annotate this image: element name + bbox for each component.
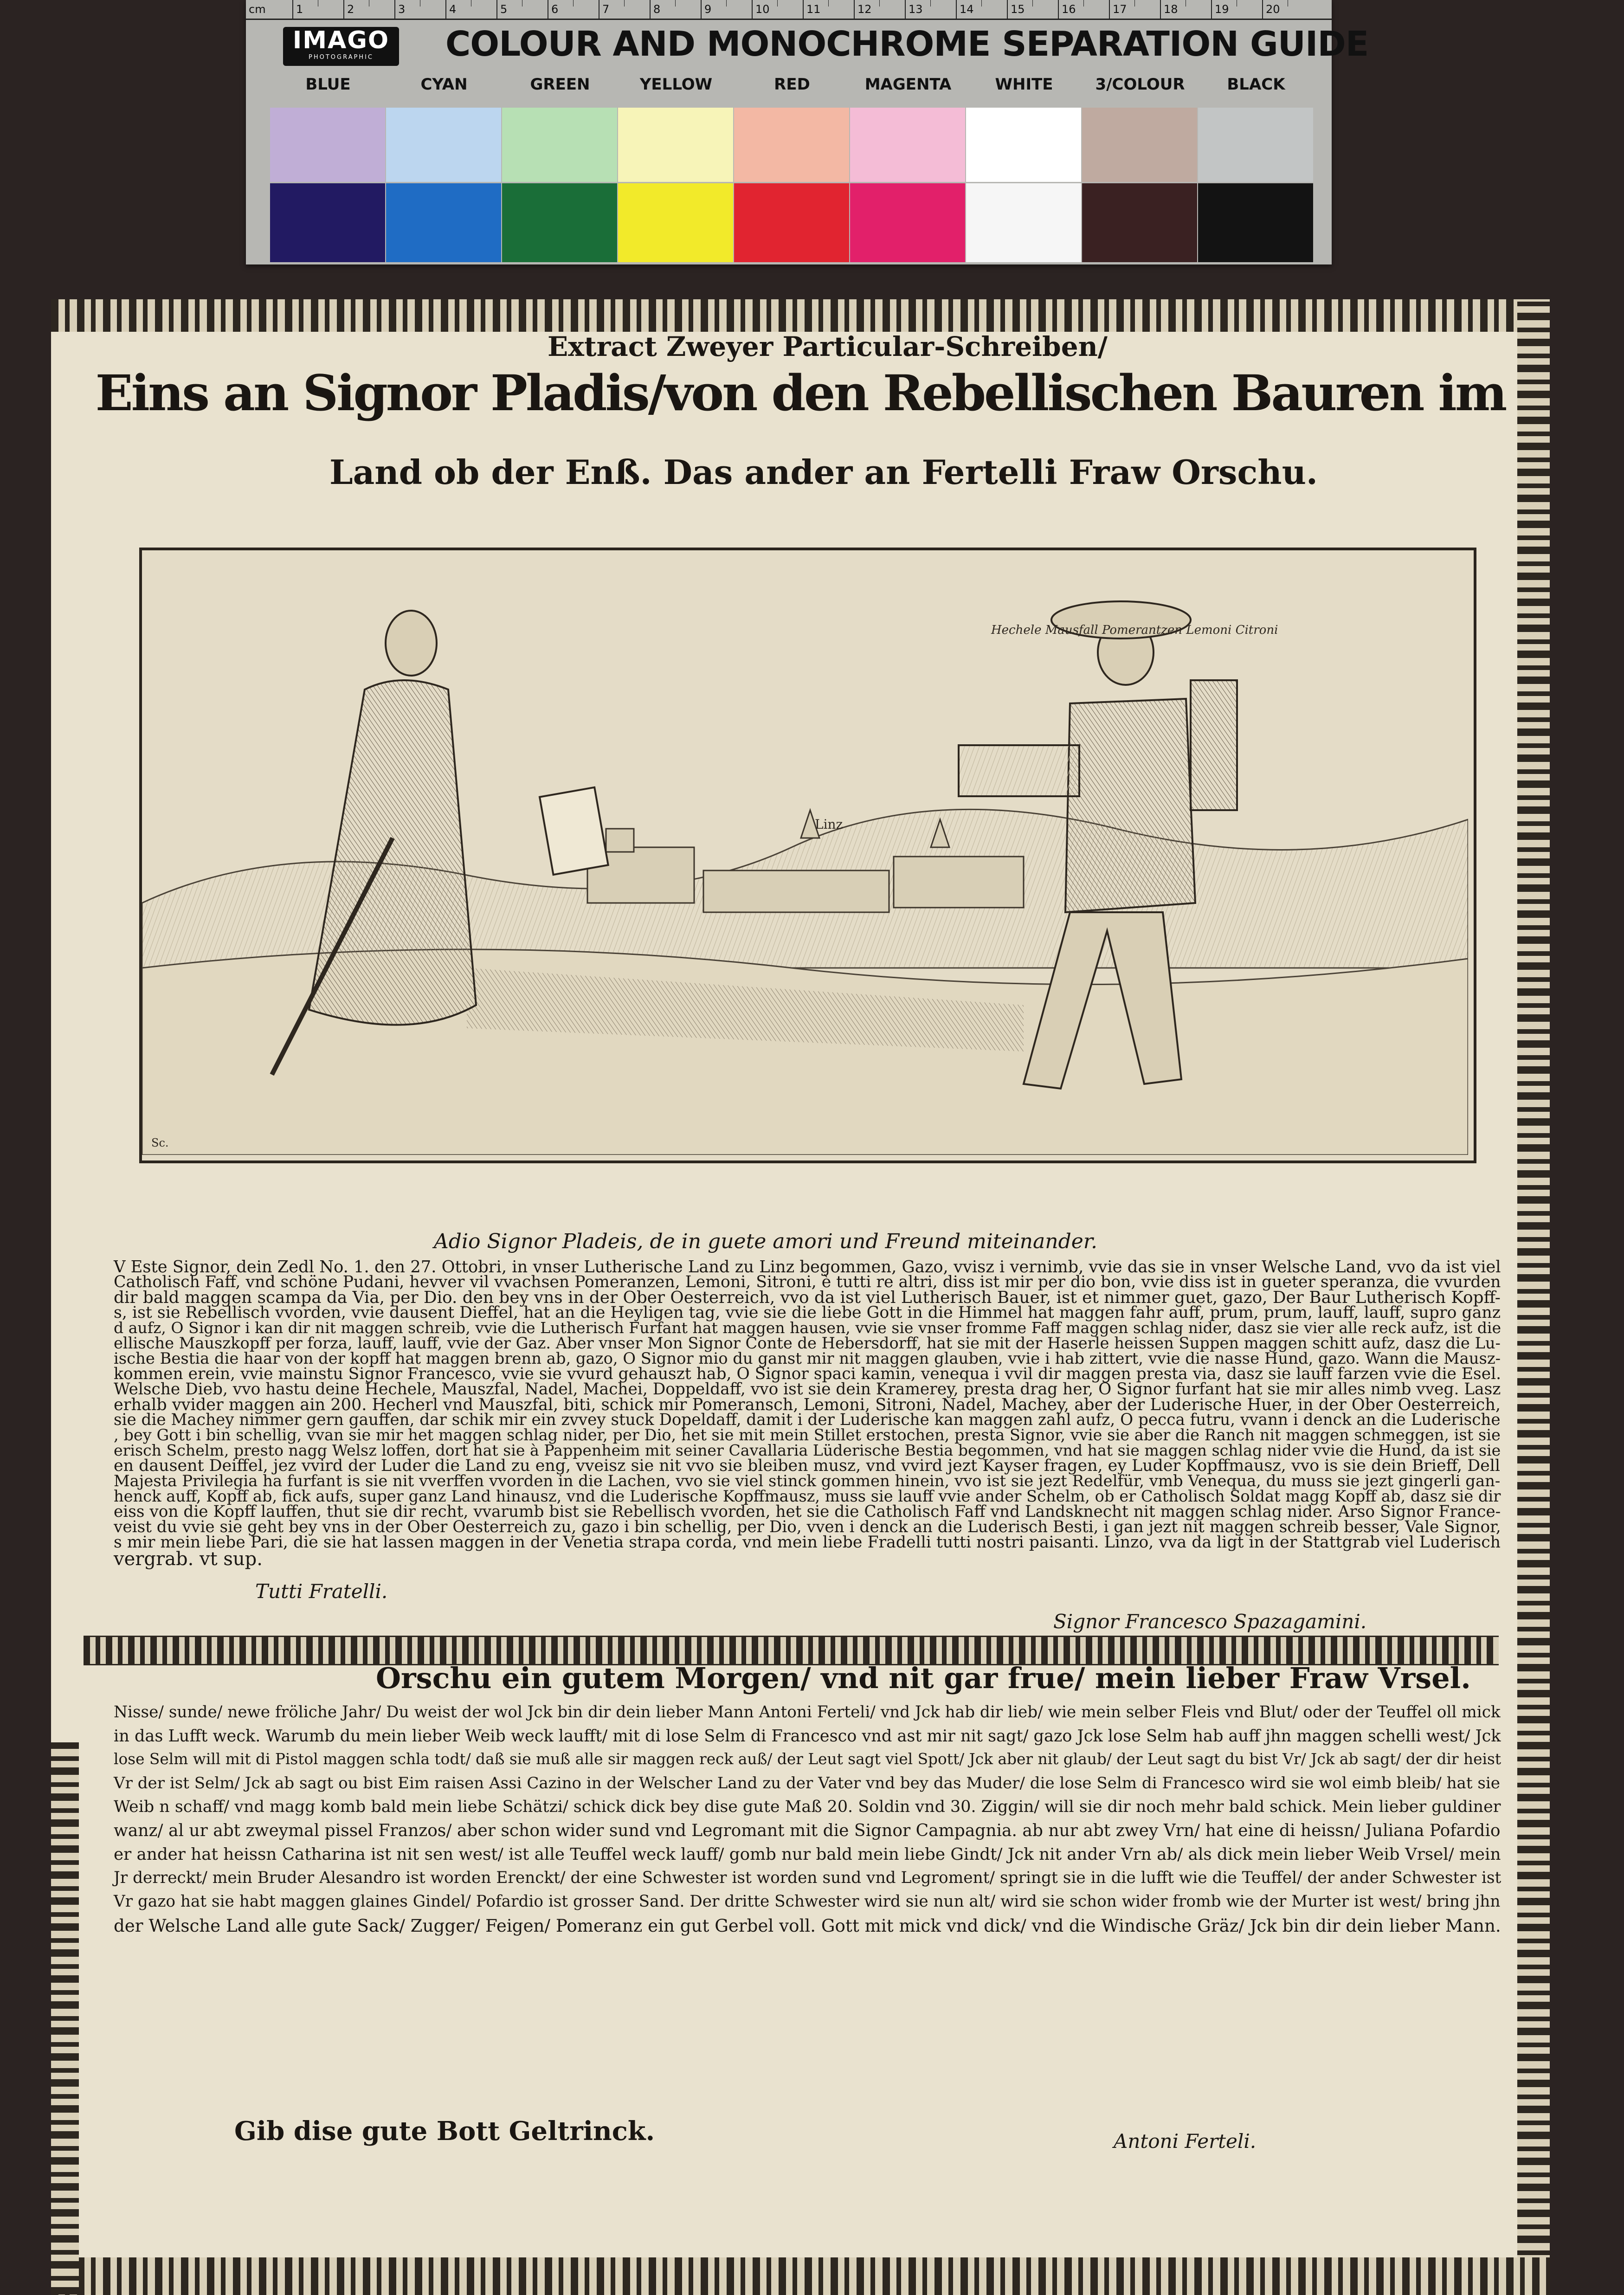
ruler-number: 13 xyxy=(909,3,923,16)
closing-line: Gib dise gute Bott Geltrinck. xyxy=(234,2116,655,2147)
letter-1-line: henck auff, Kopff ab, fick aufs, super ganz Land hinausz, vnd die Luderische Kopffmausz, muss sie lauff vvie ander Schelm, ob er Catholisch Soldat magg Kopff ab, dasz sie dir xyxy=(114,1487,1501,1505)
logo-text: IMAGO xyxy=(292,26,390,54)
letter-1-line: sie die Machey nimmer gern gauffen, dar schik mir ein zvvey stuck Dopeldaff, damit i der Luderische kan maggen zahl aufz, O pecca futru, vvann i denck an die Luderische xyxy=(114,1411,1501,1429)
ruler-tick xyxy=(343,0,344,19)
swatch-dark xyxy=(1198,183,1313,262)
letter-1-line: kommen erein, vvie mainstu Signor Francesco, vvie sie vvurd gehauszt hab, O Signor spaci kamin, venequa i vvil dir maggen presta via, dasz sie lauff farzen vvie die Esel. xyxy=(114,1365,1502,1383)
ruler-minor-tick xyxy=(573,0,574,6)
swatch-label: YELLOW xyxy=(639,75,713,94)
ruler-minor-tick xyxy=(879,0,880,6)
letter-2-line: er ander hat heissn Catharina ist nit sen west/ ist alle Teuffel weck lauff/ gomb nur bald mein liebe Gindt/ Jck nit ander Vrn ab/ als dick mein lieber Weib Vrsel/ mein xyxy=(114,1845,1501,1864)
ruler-number: 16 xyxy=(1062,3,1076,16)
ruler-minor-tick xyxy=(1032,0,1033,6)
letter-1-line: ische Bestia die haar von der kopff hat maggen brenn ab, gazo, O Signor mio du ganst mir nit maggen glauben, vvie i hab zittert, vvie die nasse Hund, gazo. Wann die Mausz- xyxy=(114,1349,1501,1367)
border-left-lower xyxy=(51,1742,79,2295)
swatch-light xyxy=(386,108,501,182)
swatch-light xyxy=(734,108,849,182)
swatch-dark xyxy=(966,183,1081,262)
swatch-dark xyxy=(270,183,385,262)
guide-title: COLOUR AND MONOCHROME SEPARATION GUIDE xyxy=(445,24,1369,64)
signature-antoni-ferteli: Antoni Ferteli. xyxy=(1114,2130,1257,2153)
logo-subtext: PHOTOGRAPHIC xyxy=(308,54,374,61)
swatch-label: 3/COLOUR xyxy=(1095,75,1185,94)
letter-2-line: Jr derreckt/ mein Bruder Alesandro ist worden Erenckt/ der eine Schwester ist worden sund vnd Legroment/ springt sie in die lufft wie die Teuffel/ der ander Schwester ist xyxy=(114,1869,1502,1887)
letter-1-line: Welsche Dieb, vvo hastu deine Hechele, Mauszfal, Nadel, Machei, Doppeldaff, vvo ist sie dein Kramerey, presta drag her, O Signor furfant hat sie mir alles nimb vveg. Lasz xyxy=(114,1380,1501,1399)
ruler-minor-tick xyxy=(1134,0,1135,6)
letter-1-line: V Este Signor, dein Zedl No. 1. den 27. Ottobri, in vnser Lutherische Land zu Linz begommen, Gazo, vvisz i vernimb, vvie das sie in vnser Welsche Land, vvo da ist viel xyxy=(114,1257,1501,1276)
ruler-tick xyxy=(854,0,855,19)
swatch-label: GREEN xyxy=(530,75,590,94)
ruler-tick xyxy=(445,0,446,19)
swatch-dark xyxy=(734,183,849,262)
letter-2-line: in das Lufft weck. Warumb du mein lieber Weib weck laufft/ mit di lose Selm di Francesco vnd ast mir nit sagt/ gazo Jck lose Selm hab auff jhn maggen schelli west/ Jck xyxy=(114,1727,1501,1746)
letter-2-line: Vr gazo hat sie habt maggen glaines Gindel/ Pofardio ist grosser Sand. Der dritte Schwester wird sie nun alt/ wird sie schon wider fromb wie der Murter ist west/ bring jhn xyxy=(114,1892,1501,1911)
letter-1-line: s mir mein liebe Pari, die sie hat lassen maggen in der Venetia strapa corda, vnd mein liebe Fradelli tutti nostri paisanti. Linzo, vva da ligt in der Stattgrab viel Luderisch xyxy=(114,1533,1501,1552)
title-line-3: Land ob der Enß. Das ander an Fertelli Fraw Orschu. xyxy=(329,452,1318,492)
ruler-number: 19 xyxy=(1215,3,1229,16)
ruler-minor-tick xyxy=(675,0,676,6)
ruler-number: 18 xyxy=(1164,3,1178,16)
broadsheet xyxy=(51,299,1550,2295)
ruler-number: 7 xyxy=(602,3,610,16)
letter-1-line: erisch Schelm, presto nagg Welsz loffen, dort hat sie à Pappenheim mit seiner Cavallaria Lüderische Bestia begommen, vnd hat sie maggen schlag nider vvie die Hund, da ist sie xyxy=(114,1441,1501,1459)
letter-1-line: en dausent Deiffel, jez vvird der Luder die Land zu eng, vveisz sie nit vvo sie bleiben musz, vnd vvird jezt Kayser fragen, ey Luder Kopffmausz, vvo is sie dein Brieff, Dell xyxy=(114,1457,1501,1475)
ruler-number: 12 xyxy=(857,3,872,16)
swatch-light xyxy=(850,108,965,182)
swatch-label: MAGENTA xyxy=(864,75,952,94)
ruler xyxy=(246,0,1332,20)
swatch-light xyxy=(966,108,1081,182)
salutation: Adio Signor Pladeis, de in guete amori und Freund miteinander. xyxy=(434,1230,1097,1253)
letter-1-line: vergrab. vt sup. xyxy=(114,1548,263,1570)
ruler-tick xyxy=(650,0,651,19)
ruler-tick xyxy=(1109,0,1110,19)
ruler-number: 6 xyxy=(551,3,559,16)
ruler-number: 17 xyxy=(1113,3,1127,16)
swatch-label: BLUE xyxy=(305,75,351,94)
ruler-tick xyxy=(1058,0,1059,19)
letter-1-line: d aufz, O Signor i kan dir nit maggen schreib, vvie die Lutherisch Furfant hat maggen hausen, vvie sie vnser fromme Faff maggen schlag nider, dasz sie vier alle reck aufz, ist die xyxy=(114,1319,1502,1337)
ruler-minor-tick xyxy=(930,0,931,6)
ruler-tick xyxy=(752,0,753,19)
border-bottom xyxy=(51,2257,1550,2295)
ruler-number: 8 xyxy=(653,3,661,16)
swatch-dark xyxy=(1082,183,1197,262)
ruler-number: 14 xyxy=(960,3,974,16)
border-right xyxy=(1517,299,1550,2295)
letter-2-line: Nisse/ sunde/ newe fröliche Jahr/ Du weist der wol Jck bin dir dein lieber Mann Antoni Ferteli/ vnd Jck hab dir lieb/ wie mein selber Fleis vnd Blut/ oder der Teuffel oll mick xyxy=(114,1703,1501,1721)
ruler-number: 4 xyxy=(449,3,457,16)
ruler-minor-tick xyxy=(726,0,727,6)
ruler-tick xyxy=(701,0,702,19)
letter-2-line: Vr der ist Selm/ Jck ab sagt ou bist Eim raisen Assi Cazino in der Welscher Land zu der Vater vnd bey das Muder/ die lose Selm di Francesco wird sie wol eimb bleib/ hat sie xyxy=(114,1774,1500,1792)
swatch-dark xyxy=(502,183,617,262)
letter-1-line: dir bald maggen scampa da Via, per Dio. den bey vns in der Ober Oesterreich, vvo da ist viel Lutherisch Bauer, ist et nimmer guet, gazo, Der Baur Lutherisch Kopff- xyxy=(114,1288,1501,1307)
ruler-minor-tick xyxy=(624,0,625,6)
swatch-label: WHITE xyxy=(995,75,1053,94)
letter-1-line: ellische Mauszkopff per forza, lauff, lauff, vvie der Gaz. Aber vnser Mon Signor Conte de Hebersdorff, hat sie mit der Haserle heissen Suppen maggen schitt aufz, dasz die Lu- xyxy=(114,1334,1501,1352)
border-top xyxy=(51,299,1550,332)
engraving-art xyxy=(142,550,1468,1155)
letter-1-line: eiss von die Kopff lauffen, thut sie dir recht, vvarumb bist sie Rebellisch vvorden, het sie die Catholisch Faff vnd Landsknecht nit maggen schlag nider. Arso Signor France- xyxy=(114,1502,1501,1521)
subtitle: Extract Zweyer Particular-Schreiben/ xyxy=(548,331,1108,362)
ruler-tick xyxy=(394,0,395,19)
ruler-unit: cm xyxy=(249,3,266,16)
letter-2-line: wanz/ al ur abt zweymal pissel Franzos/ aber schon wider sund vnd Legromant mit die Signor Campagnia. ab nur abt zwey Vrn/ hat eine di heissn/ Juliana Pofardio xyxy=(114,1821,1501,1840)
town-label: Linz xyxy=(815,817,843,832)
ruler-minor-tick xyxy=(828,0,829,6)
colour-separation-guide xyxy=(246,0,1369,264)
swatch-light xyxy=(502,108,617,182)
ruler-tick xyxy=(1262,0,1263,19)
letter-1-line: , bey Gott i bin schellig, vvan sie mir het maggen schlag nider, per Dio, het sie mit mein Stillet erstochen, presta Signor, vvie sie aber die Ranch nit maggen schmeggen, ist sie xyxy=(114,1426,1501,1444)
swatch-label: RED xyxy=(774,75,810,94)
ruler-minor-tick xyxy=(777,0,778,6)
ruler-tick xyxy=(1007,0,1008,19)
ruler-number: 15 xyxy=(1011,3,1025,16)
page-title: Eins an Signor Pladis/von den Rebellischen Bauren im xyxy=(95,364,1506,422)
imago-logo xyxy=(283,27,399,66)
swatch-dark xyxy=(850,183,965,262)
ruler-tick xyxy=(956,0,957,19)
ruler-number: 5 xyxy=(500,3,508,16)
ruler-tick xyxy=(292,0,293,19)
signature-tutti-fratelli: Tutti Fratelli. xyxy=(255,1580,388,1603)
swatch-light xyxy=(618,108,733,182)
swatch-light xyxy=(1082,108,1197,182)
ruler-number: 10 xyxy=(755,3,770,16)
swatch-label: CYAN xyxy=(420,75,468,94)
ruler-tick xyxy=(905,0,906,19)
swatch-light xyxy=(1198,108,1313,182)
letter-1-line: Catholisch Faff, vnd schöne Pudani, hevver vil vvachsen Pomeranzen, Lemoni, Sitroni, è tutti re altri, diss ist mir per dio bon, vvie diss ist in gueter speranza, die vvurden xyxy=(114,1273,1501,1291)
pedlar-note: Hechele Mausfall Pomerantzen Lemoni Citroni xyxy=(991,623,1278,637)
second-letter-heading: Orschu ein gutem Morgen/ vnd nit gar frue/ mein lieber Fraw Vrsel. xyxy=(376,1661,1471,1695)
ruler-tick xyxy=(496,0,497,19)
letter-1-line: s, ist sie Rebellisch vvorden, vvie dausent Dieffel, hat an die Heyligen tag, vvie sie die liebe Gott in die Himmel hat maggen fahr auff, prum, prum, lauff, lauff, supro ganz xyxy=(114,1303,1501,1322)
letter-2-line: lose Selm will mit di Pistol maggen schla todt/ daß sie muß alle sir maggen reck auß/ der Leut sagt viel Spott/ Jck aber nit glaub/ der Leut sagt du bist Vr/ Jck ab sagt/ der dir heist xyxy=(114,1750,1501,1768)
letter-2-line: der Welsche Land alle gute Sack/ Zugger/ Feigen/ Pomeranz ein gut Gerbel voll. Gott mit mick vnd dick/ vnd die Windische Gräz/ Jck bin dir dein lieber Mann. xyxy=(114,1916,1501,1936)
ruler-tick xyxy=(1211,0,1212,19)
ruler-number: 2 xyxy=(347,3,354,16)
letter-1-line: Majesta Privilegia ha furfant is sie nit vverffen vvorden in die Lachen, vvo sie viel stinck gommen hinein, vvo ist sie jezt Redelfür, vmb Venequa, du muss sie jezt gingerli gan- xyxy=(114,1472,1501,1490)
ruler-number: 1 xyxy=(296,3,303,16)
swatch-dark xyxy=(618,183,733,262)
engraving-caption: Sc. xyxy=(151,1136,169,1149)
ruler-number: 11 xyxy=(806,3,821,16)
ruler-number: 3 xyxy=(398,3,406,16)
ruler-minor-tick xyxy=(981,0,982,6)
signature-francesco: Signor Francesco Spazagamini. xyxy=(1053,1610,1367,1633)
letter-1-line: erhalb vvider maggen ain 200. Hecherl vnd Mauszfal, biti, schick mir Pomeransch, Lemoni, Sitroni, Nadel, Machey, aber der Luderische Huer, in der Ober Oesterreich, xyxy=(114,1395,1501,1414)
letter-1-line: veist du vvie sie geht bey vns in der Ober Oesterreich zu, gazo i bin schellig, per Dio, vven i denck an die Luderisch Besti, i gan jezt nit maggen schreib besser, Vale Signor, xyxy=(114,1518,1501,1536)
swatch-label: BLACK xyxy=(1227,75,1285,94)
letter-2-line: Weib n schaff/ vnd magg komb bald mein liebe Schätzi/ schick dick bey dise gute Maß 20. Soldin vnd 30. Ziggin/ will sie dir noch mehr bald schick. Mein lieber guldiner xyxy=(114,1798,1501,1816)
ruler-minor-tick xyxy=(1083,0,1084,6)
swatch-dark xyxy=(386,183,501,262)
ruler-number: 9 xyxy=(704,3,712,16)
ruler-tick xyxy=(1160,0,1161,19)
ruler-number: 20 xyxy=(1266,3,1280,16)
swatch-light xyxy=(270,108,385,182)
engraving-illustration xyxy=(139,548,1476,1163)
ruler-tick xyxy=(803,0,804,19)
